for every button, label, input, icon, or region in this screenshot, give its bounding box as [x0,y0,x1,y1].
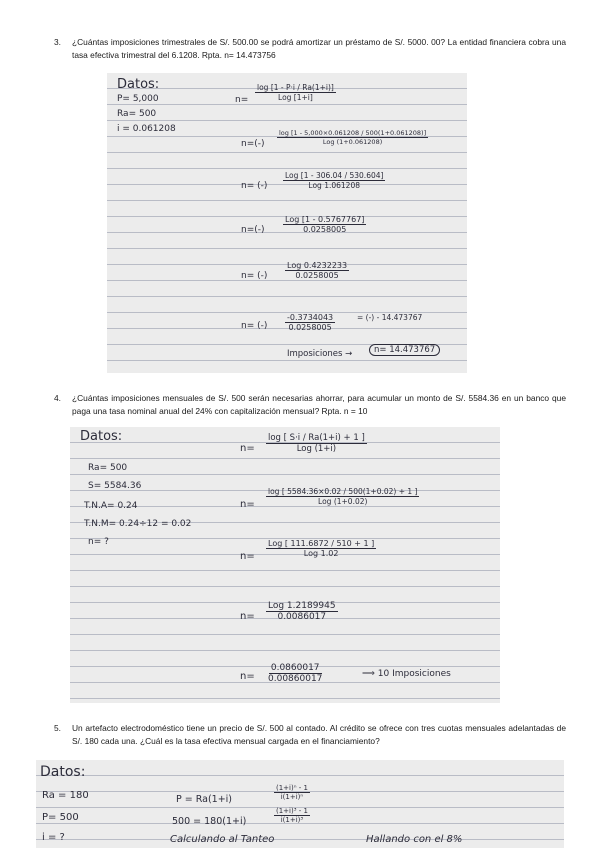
step-lhs: n= [240,499,255,510]
numerator: Log [1 - 0.5767767] [285,215,365,224]
denominator: i(1+i)³ [280,816,304,824]
numerator: Log [ 111.6872 / 510 + 1 ] [268,539,375,548]
step-fraction [266,487,419,506]
step-lhs: n=(-) [241,139,265,149]
denominator: Log (1+0.061208) [322,138,383,146]
step-fraction [285,313,335,332]
note: Calculando al Tanteo [170,834,275,845]
problem-3-statement [54,36,566,62]
step-fraction [266,663,324,684]
denominator: Log (1+i) [296,444,337,454]
step-lhs: n= [235,95,249,105]
step-lhs: n= [240,671,255,682]
denominator: Log 1.061208 [308,181,360,190]
datos-line: T.N.M= 0.24÷12 = 0.02 [84,519,192,529]
numerator: -0.3734043 [287,313,334,322]
numerator: log [1 - P·i / Ra(1+i)] [257,83,334,92]
step-fraction [285,261,349,280]
problem-5-handwritten-photo [36,760,564,848]
note: Hallando con el 8% [366,834,463,845]
problem-text: ¿Cuántas imposiciones trimestrales de S/. 500.00 se podrá amortizar un préstamo de S/. 5000. 00? La entidad financiera cobra una tasa efectiva trimestral del 6.1208. Rpta. n= 14.473756 [72,37,566,60]
datos-title: Datos: [117,77,160,92]
datos-line: n= ? [88,537,109,547]
datos-line: i = ? [42,832,65,843]
numerator: Log 1.2189945 [268,601,336,611]
datos-line: Ra= 500 [88,463,128,473]
denominator: i(1+i)ⁿ [280,793,304,801]
step-lhs: n= (-) [241,271,268,281]
numerator: Log 0.4232233 [287,261,348,270]
problem-5-statement [54,722,566,748]
numerator: log [ 5584.36×0.02 / 500(1+0.02) + 1 ] [268,487,418,496]
problem-text: ¿Cuántas imposiciones mensuales de S/. 500 serán necesarias ahorrar, para acumular un monto de S/. 5584.36 en un banco que paga una tasa nominal anual del 24% con capitalización mensual? Rpta. n = 10 [72,393,566,416]
step-fraction [266,601,338,622]
problem-text: Un artefacto electrodoméstico tiene un precio de S/. 500 al contado. Al crédito se ofrece con tres cuotas mensuales adelantadas de S/. 180 cada una. ¿Cuál es la tasa efectiva mensual cargada en el financiamiento? [72,723,566,746]
step-result: ⟹ 10 Imposiciones [362,669,451,679]
datos-title: Datos: [80,429,123,444]
step-fraction [266,433,367,454]
step-lhs: n= [240,551,255,562]
step-fraction [283,215,366,234]
final-answer [369,345,440,355]
step-fraction [274,784,310,801]
denominator: 0.0086017 [277,612,327,622]
datos-title: Datos: [40,764,86,780]
denominator: 0.0258005 [295,271,339,280]
step-lhs: n= (-) [241,321,268,331]
datos-line: T.N.A= 0.24 [84,501,138,511]
datos-line: Ra= 500 [117,109,157,119]
step-fraction [274,807,310,824]
denominator: Log 1.02 [303,549,339,558]
numerator: Log [1 - 306.04 / 530.604] [285,171,384,180]
step-lhs: n= (-) [241,181,268,191]
datos-line: P= 5,000 [117,94,159,104]
numerator: log [ S·i / Ra(1+i) + 1 ] [268,433,365,443]
problem-number: 5. [54,723,61,733]
numerator: (1+i)³ - 1 [276,807,308,815]
step-fraction [283,171,385,190]
datos-line: Ra = 180 [42,790,89,801]
step-lhs: n= [240,611,255,622]
numerator: log [1 - 5,000×0.061208 / 500(1+0.061208)] [279,129,427,137]
step-fraction [266,539,376,558]
step-fraction [255,83,336,102]
numerator: (1+i)ⁿ - 1 [276,784,308,792]
step-fraction [277,129,428,146]
final-label: Imposiciones → [287,349,353,359]
step-lhs: n=(-) [241,225,265,235]
datos-line: P= 500 [42,812,79,823]
datos-line: i = 0.061208 [117,124,176,134]
problem-4-statement [54,392,566,418]
denominator: Log [1+i] [278,93,313,102]
denominator: 0.00860017 [268,674,323,684]
numerator: 0.0860017 [270,663,320,673]
problem-number: 4. [54,393,61,403]
step-lhs: n= [240,443,255,454]
final-answer-circled: n= 14.473767 [369,344,440,356]
problem-number: 3. [54,37,61,47]
step-lhs: P = Ra(1+i) [176,794,232,805]
datos-line: S= 5584.36 [88,481,142,491]
step-lhs: 500 = 180(1+i) [172,816,247,827]
problem-4-handwritten-photo [70,427,500,703]
step-result: = (-) - 14.473767 [357,313,423,322]
denominator: 0.0258005 [288,323,332,332]
denominator: Log (1+0.02) [318,497,368,506]
problem-3-handwritten-photo [107,73,467,373]
denominator: 0.0258005 [303,225,347,234]
